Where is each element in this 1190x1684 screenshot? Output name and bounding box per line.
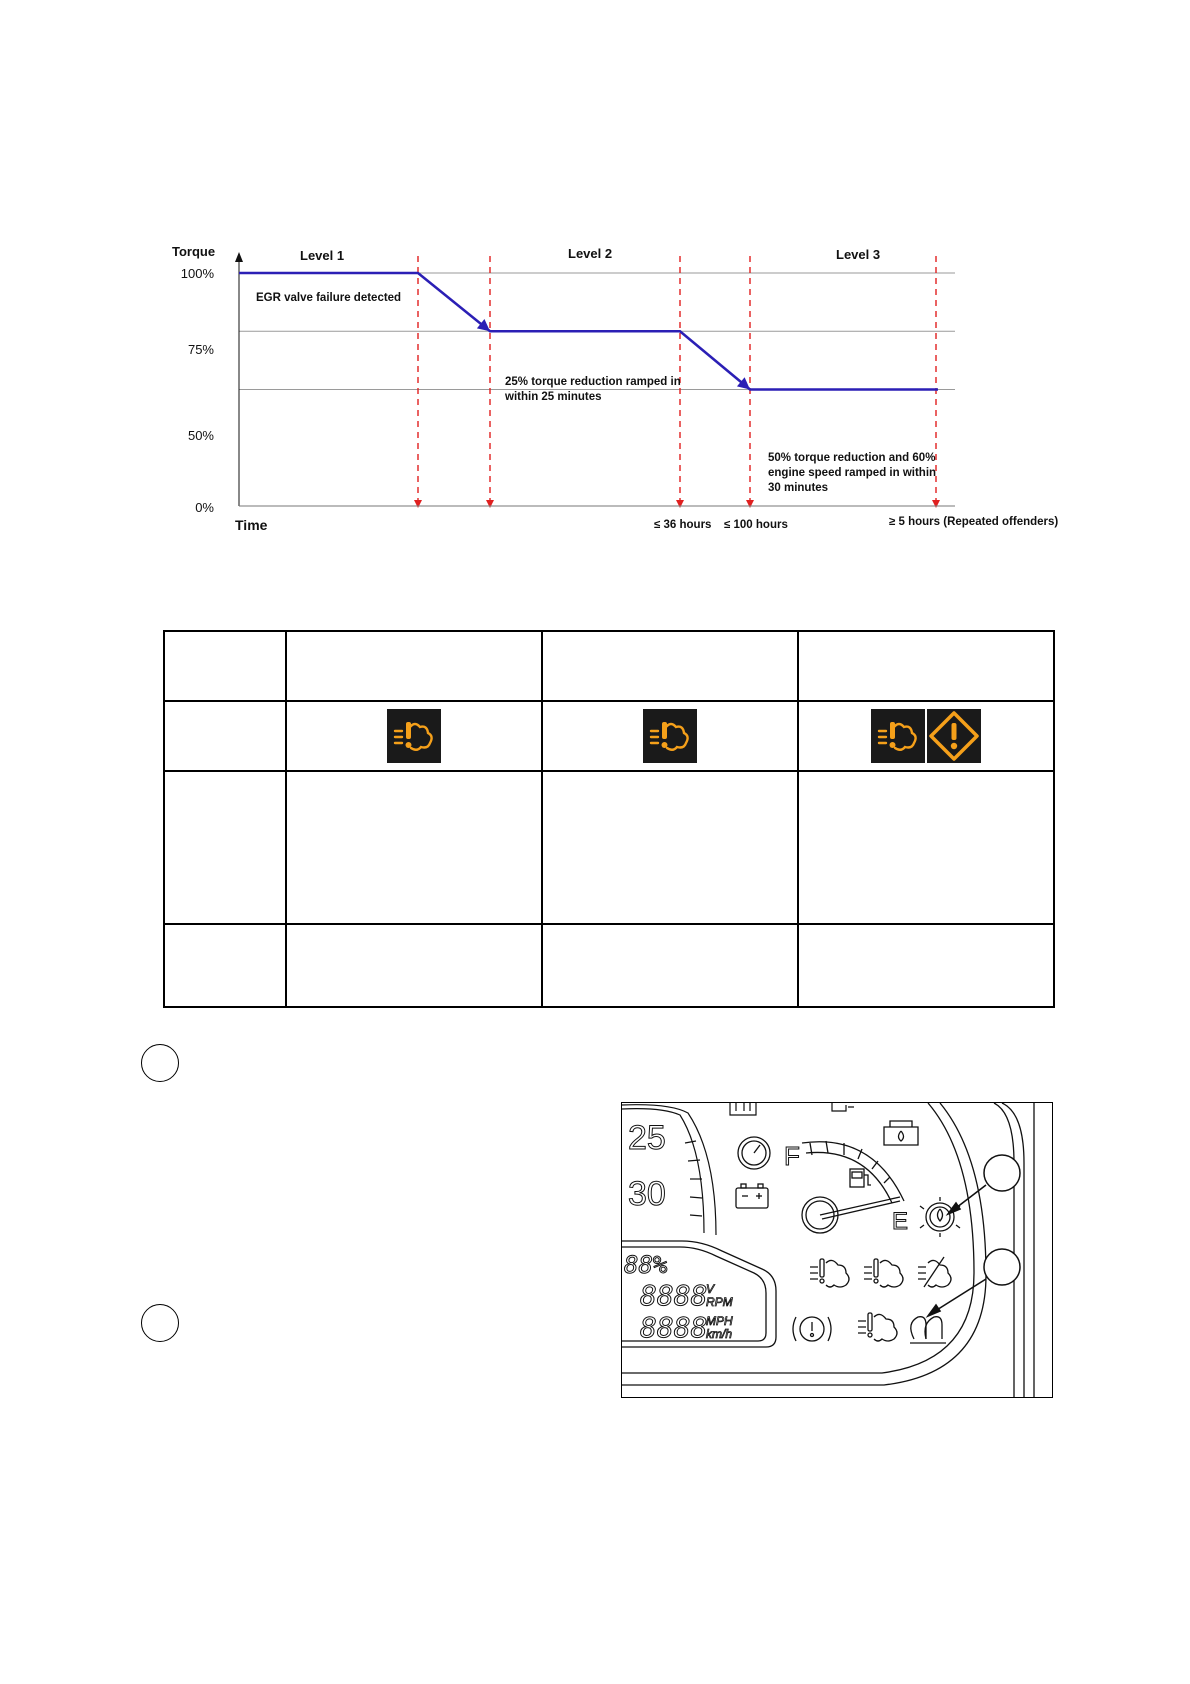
level-1-label: Level 1 (300, 248, 345, 263)
table-cell (164, 631, 286, 701)
table-cell (164, 701, 286, 771)
table-cell (542, 631, 798, 701)
lcd-line1-value: 8888 (640, 1279, 708, 1312)
speed-mark-25: 25 (628, 1119, 666, 1157)
time-marker-arrowhead (932, 500, 940, 508)
fuel-pump-icon (850, 1169, 871, 1187)
general-warning-diamond-icon (927, 709, 981, 763)
fuel-full-label: F (784, 1141, 800, 1171)
warning-lamp-table (163, 630, 1055, 1008)
instrument-cluster-illustration (621, 1102, 1053, 1398)
egr-warning-icon (387, 709, 441, 763)
glow-plug-icon (910, 1317, 946, 1343)
engine-fault-icon (920, 1197, 960, 1237)
exhaust-fluid-icon (810, 1259, 849, 1287)
annotation-egr-failure: EGR valve failure detected (256, 292, 402, 304)
instrument-cluster-drawing (622, 1103, 1053, 1398)
y-tick-label-100: 100% (180, 266, 214, 281)
table-cell-level1-lamps (286, 701, 542, 771)
engine-oil-icon (884, 1121, 918, 1145)
y-axis-arrowhead (235, 252, 243, 262)
level-2-label: Level 2 (568, 246, 613, 261)
y-tick-label-75: 75% (187, 342, 214, 357)
tachometer-icon (738, 1137, 770, 1169)
lcd-line2-unit-kmh: km/h (706, 1327, 733, 1341)
fuel-empty-label: E (892, 1208, 909, 1235)
table-cell (798, 631, 1054, 701)
table-cell (798, 771, 1054, 924)
time-marker-arrowhead (676, 500, 684, 508)
battery-icon (736, 1184, 768, 1208)
callout-circle (984, 1155, 1020, 1191)
y-tick-label-50: 50% (187, 428, 214, 443)
table-cell-level3-lamps (798, 701, 1054, 771)
annotation-level3-line2: engine speed ramped in within (768, 467, 937, 479)
time-marker-arrowhead (746, 500, 754, 508)
annotation-level3-line1: 50% torque reduction and 60% (768, 452, 936, 464)
annotation-level3-line3: 30 minutes (768, 482, 829, 494)
time-marker-arrowhead (486, 500, 494, 508)
annotation-level2-line2: within 25 minutes (505, 391, 602, 403)
table-cell (286, 924, 542, 1007)
table-cell (798, 924, 1054, 1007)
speed-mark-30: 30 (628, 1175, 666, 1213)
milestone-5-hours-repeat: ≥ 5 hours (Repeated offenders) (889, 516, 1059, 528)
x-axis-title: Time (235, 517, 268, 533)
milestone-100-hours: ≤ 100 hours (724, 519, 788, 531)
level-3-label: Level 3 (836, 247, 881, 262)
egr-warning-icon (858, 1313, 897, 1341)
table-cell (286, 631, 542, 701)
milestone-36-hours: ≤ 36 hours (654, 519, 712, 531)
callout-circle (984, 1249, 1020, 1285)
lcd-line2-value: 8888 (640, 1311, 708, 1344)
y-tick-label-0: 0% (195, 500, 214, 515)
table-cell (286, 771, 542, 924)
torque-derate-chart (0, 0, 1190, 560)
egr-icon (864, 1259, 903, 1287)
table-cell-level2-lamps (542, 701, 798, 771)
callout-circle (141, 1044, 179, 1082)
egr-warning-icon (871, 709, 925, 763)
lcd-percent: 88% (624, 1251, 668, 1279)
table-cell (542, 924, 798, 1007)
table-row (164, 924, 1054, 1007)
callout-circle (141, 1304, 179, 1342)
annotation-level2-line1: 25% torque reduction ramped in (505, 376, 681, 388)
y-axis-title: Torque (172, 244, 216, 259)
table-cell (164, 771, 286, 924)
table-cell (164, 924, 286, 1007)
egr-crossed-icon (918, 1257, 951, 1287)
lcd-line1-unit-v: V (706, 1282, 715, 1296)
table-row-indicators (164, 701, 1054, 771)
lcd-line2-unit-mph: MPH (706, 1314, 733, 1328)
table-cell (542, 771, 798, 924)
table-row (164, 771, 1054, 924)
parking-brake-icon (793, 1317, 831, 1341)
table-row-header (164, 631, 1054, 701)
time-marker-arrowhead (414, 500, 422, 508)
callout-arrows (928, 1185, 986, 1316)
egr-warning-icon (643, 709, 697, 763)
partial-top-icons (730, 1103, 854, 1115)
lcd-line1-unit-rpm: RPM (706, 1295, 733, 1309)
cluster-bezel (622, 1103, 1034, 1398)
